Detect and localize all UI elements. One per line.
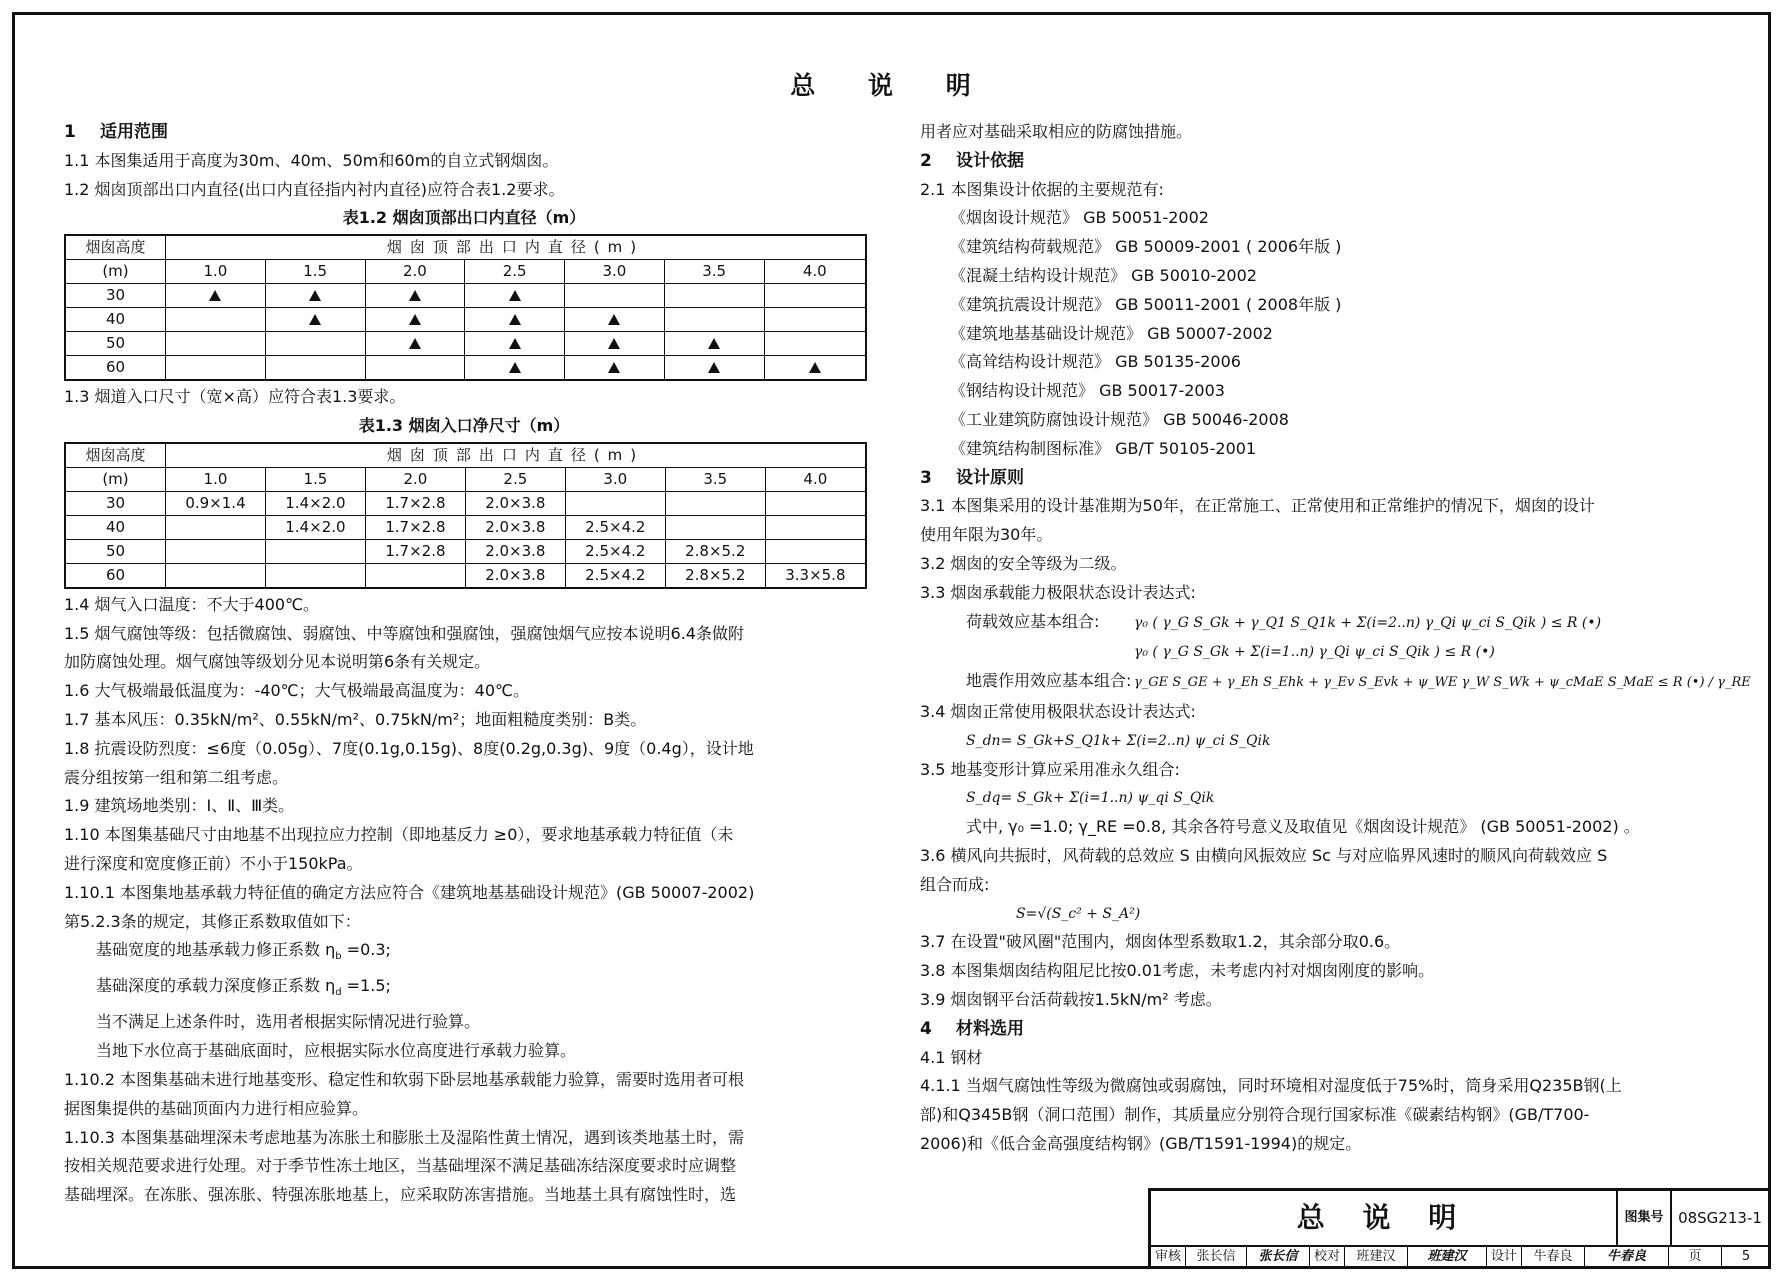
para-3-5: 3.5 地基变形计算应采用准永久组合: xyxy=(920,759,1180,779)
triangle-mark-icon xyxy=(608,314,620,325)
para-1-10-1c: 基础宽度的地基承载力修正系数 $\eta_b =0.3$; xyxy=(96,940,391,963)
para-3-1b: 使用年限为30年。 xyxy=(920,525,1053,545)
table-1-2-caption: 表1.2 烟囱顶部出口内直径（m） xyxy=(342,208,586,228)
table-cell xyxy=(764,308,866,332)
table-row xyxy=(65,491,866,515)
table-cell: 2.0×3.8 xyxy=(465,515,565,539)
triangle-mark-icon xyxy=(409,290,421,301)
row-height-cell: 40 xyxy=(65,308,166,332)
code-item: 《混凝土结构设计规范》 GB 50010-2002 xyxy=(950,265,1257,285)
para-1-2: 1.2 烟囱顶部出口内直径(出口内直径指内衬内直径)应符合表1.2要求。 xyxy=(64,179,565,199)
table-cell xyxy=(764,284,866,308)
table-1-3 xyxy=(64,442,867,589)
table-cell xyxy=(265,284,365,308)
para-1-5b: 加防腐蚀处理。烟气腐蚀等级划分见本说明第6条有关规定。 xyxy=(64,652,491,672)
table-cell xyxy=(565,356,665,381)
formula-basic-row2 xyxy=(920,637,1720,667)
formula-6: S=√(S_c² + S_A²) xyxy=(1016,905,1141,922)
table-header-unit: (m) xyxy=(65,260,166,284)
table-cell xyxy=(265,563,365,588)
formula-seismic-row xyxy=(920,667,1751,698)
table-cell xyxy=(166,515,266,539)
row-height-cell: 40 xyxy=(65,515,166,539)
para-3-4: 3.4 烟囱正常使用极限状态设计表达式: xyxy=(920,701,1196,721)
page-title: 总 说 明 xyxy=(790,71,993,100)
section-1-heading: 1 适用范围 xyxy=(64,122,168,142)
row-height-cell: 60 xyxy=(65,356,166,381)
table-cell: 2.5×4.2 xyxy=(565,515,665,539)
table-header-span: 烟囱顶部出口内直径(m) xyxy=(166,235,867,260)
table-cell: 2.8×5.2 xyxy=(665,539,765,563)
design-name: 牛春良 xyxy=(1522,1245,1585,1268)
table-cell xyxy=(365,284,465,308)
page-label: 页 xyxy=(1669,1245,1722,1268)
formula-2: γ₀ ( γ_G S_Gk + Σ(i=1..n) γ_Qi ψ_ci S_Qik ) ≤ R (•) xyxy=(1134,644,1495,661)
left-column xyxy=(64,118,874,1210)
row-height-cell: 60 xyxy=(65,563,166,588)
table-cell xyxy=(665,491,765,515)
para-1-10-3a: 1.10.3 本图集基础埋深未考虑地基为冻胀土和膨胀土及湿陷性黄土情况，遇到该类地基土时，需 xyxy=(64,1127,744,1147)
triangle-mark-icon xyxy=(409,314,421,325)
row-height-cell: 50 xyxy=(65,332,166,356)
table-cell xyxy=(765,515,866,539)
table-cell: 2.0×3.8 xyxy=(465,563,565,588)
code-item: 《建筑地基基础设计规范》 GB 50007-2002 xyxy=(950,323,1273,343)
table-col-header: 3.5 xyxy=(665,467,765,491)
code-list xyxy=(920,204,1720,463)
code-item: 《烟囱设计规范》 GB 50051-2002 xyxy=(950,208,1209,228)
table-cell xyxy=(665,515,765,539)
table-header-height: 烟囱高度 xyxy=(65,443,166,468)
table-cell xyxy=(166,539,266,563)
para-1-10a: 1.10 本图集基础尺寸由地基不出现拉应力控制（即地基反力 ≥0），要求地基承载力特征值（未 xyxy=(64,825,734,845)
table-cell xyxy=(764,332,866,356)
table-col-header: 3.0 xyxy=(565,260,665,284)
table-row xyxy=(65,563,866,588)
para-1-10-3c: 基础埋深。在冻胀、强冻胀、特强冻胀地基上，应采取防冻害措施。当地基土具有腐蚀性时，选 xyxy=(64,1185,737,1205)
code-item: 《工业建筑防腐蚀设计规范》 GB 50046-2008 xyxy=(950,409,1289,429)
para-1-10-1f: 当地下水位高于基础底面时，应根据实际水位高度进行承载力验算。 xyxy=(96,1041,577,1061)
formula-basic-row1 xyxy=(920,608,1720,638)
table-col-header: 1.0 xyxy=(166,260,266,284)
table-header-span: 烟囱顶部出口内直径(m) xyxy=(166,443,867,468)
review-signature: 张长信 xyxy=(1247,1245,1310,1268)
para-1-10b: 进行深度和宽度修正前）不小于150kPa。 xyxy=(64,853,363,873)
para-2-1: 2.1 本图集设计依据的主要规范有: xyxy=(920,179,1164,199)
para-4-1: 4.1 钢材 xyxy=(920,1047,983,1067)
para-1-10-2a: 1.10.2 本图集基础未进行地基变形、稳定性和软弱下卧层地基承载能力验算，需要时选用者可根 xyxy=(64,1069,744,1089)
table-cell xyxy=(565,491,665,515)
triangle-mark-icon xyxy=(409,338,421,349)
table-cell xyxy=(664,332,764,356)
table-row xyxy=(65,356,866,381)
table-cell xyxy=(465,356,565,381)
para-4-1-1c: 2006)和《低合金高强度结构钢》(GB/T1591-1994)的规定。 xyxy=(920,1133,1362,1153)
para-1-6: 1.6 大气极端最低温度为：-40℃；大气极端最高温度为：40℃。 xyxy=(64,681,529,701)
design-label: 设计 xyxy=(1487,1245,1522,1268)
para-1-8b: 震分组按第一组和第二组考虑。 xyxy=(64,767,289,787)
table-cell xyxy=(265,356,365,381)
para-4-1-1a: 4.1.1 当烟气腐蚀性等级为微腐蚀或弱腐蚀，同时环境相对湿度低于75%时，筒身采用Q235B钢(上 xyxy=(920,1076,1622,1096)
table-cell: 3.3×5.8 xyxy=(765,563,866,588)
triangle-mark-icon xyxy=(209,290,221,301)
triangle-mark-icon xyxy=(509,338,521,349)
title-block xyxy=(1148,1188,1770,1268)
table-col-header: 1.5 xyxy=(265,467,365,491)
table-row xyxy=(65,284,866,308)
table-cell xyxy=(465,284,565,308)
table-cell xyxy=(166,332,266,356)
table-cell xyxy=(465,308,565,332)
row-height-cell: 30 xyxy=(65,491,166,515)
review-label: 审核 xyxy=(1151,1245,1186,1268)
table-col-header: 3.5 xyxy=(664,260,764,284)
para-continued: 用者应对基础采取相应的防腐蚀措施。 xyxy=(920,122,1193,141)
para-3-1a: 3.1 本图集采用的设计基准期为50年，在正常施工、正常使用和正常维护的情况下，烟囱的设计 xyxy=(920,496,1595,516)
page-number: 5 xyxy=(1741,1249,1751,1264)
table-cell xyxy=(565,332,665,356)
triangle-mark-icon xyxy=(509,290,521,301)
table-cell: 2.0×3.8 xyxy=(465,491,565,515)
table-cell: 1.7×2.8 xyxy=(365,515,465,539)
formula-4: S_dn= S_Gk+S_Q1k+ Σ(i=2..n) ψ_ci S_Qik xyxy=(966,732,1271,749)
table-cell: 2.8×5.2 xyxy=(665,563,765,588)
para-1-1: 1.1 本图集适用于高度为30m、40m、50m和60m的自立式钢烟囱。 xyxy=(64,150,559,170)
triangle-mark-icon xyxy=(509,314,521,325)
table-cell: 2.5×4.2 xyxy=(565,563,665,588)
para-1-4: 1.4 烟气入口温度：不大于400℃。 xyxy=(64,594,320,614)
table-cell: 1.4×2.0 xyxy=(265,491,365,515)
right-column xyxy=(920,118,1751,1159)
table-col-header: 4.0 xyxy=(765,467,866,491)
section-4-heading: 4 材料选用 xyxy=(920,1018,1024,1039)
triangle-mark-icon xyxy=(309,314,321,325)
table-cell: 1.7×2.8 xyxy=(365,539,465,563)
atlas-number: 08SG213-1 xyxy=(1678,1209,1762,1227)
para-3-9: 3.9 烟囱钢平台活荷载按1.5kN/m² 考虑。 xyxy=(920,989,1222,1009)
para-1-8a: 1.8 抗震设防烈度：≤6度（0.05g）、7度(0.1g,0.15g)、8度(0.2g,0.3g)、9度（0.4g），设计地 xyxy=(64,738,754,758)
para-1-10-1e: 当不满足上述条件时，选用者根据实际情况进行验算。 xyxy=(96,1012,481,1032)
para-3-3: 3.3 烟囱承载能力极限状态设计表达式: xyxy=(920,582,1196,602)
para-3-6b: 组合而成: xyxy=(920,874,990,894)
triangle-mark-icon xyxy=(608,362,620,373)
check-signature: 班建汉 xyxy=(1408,1245,1487,1268)
table-row xyxy=(65,332,866,356)
triangle-mark-icon xyxy=(608,338,620,349)
para-1-5a: 1.5 烟气腐蚀等级：包括微腐蚀、弱腐蚀、中等腐蚀和强腐蚀，强腐蚀烟气应按本说明6.4条做附 xyxy=(64,623,744,643)
check-name: 班建汉 xyxy=(1345,1245,1408,1268)
para-3-7: 3.7 在设置"破风圈"范围内，烟囱体型系数取1.2，其余部分取0.6。 xyxy=(920,932,1401,952)
triangle-mark-icon xyxy=(309,290,321,301)
table-cell xyxy=(265,308,365,332)
table-cell: 0.9×1.4 xyxy=(166,491,266,515)
triangle-mark-icon xyxy=(809,362,821,373)
para-1-10-1a: 1.10.1 本图集地基承载力特征值的确定方法应符合《建筑地基基础设计规范》(GB 50007-2002) xyxy=(64,882,755,902)
table-cell: 1.7×2.8 xyxy=(365,491,465,515)
triangle-mark-icon xyxy=(708,362,720,373)
para-1-10-1b: 第5.2.3条的规定，其修正系数取值如下： xyxy=(64,911,361,931)
table-cell: 1.4×2.0 xyxy=(265,515,365,539)
review-name: 张长信 xyxy=(1186,1245,1247,1268)
code-item: 《建筑结构制图标准》 GB/T 50105-2001 xyxy=(950,438,1257,458)
table-row xyxy=(65,539,866,563)
table-cell xyxy=(166,284,266,308)
para-4-1-1b: 部)和Q345B钢（洞口范围）制作，其质量应分别符合现行国家标准《碳素结构钢》(GB/T700- xyxy=(920,1105,1590,1125)
table-cell xyxy=(664,308,764,332)
table-col-header: 1.5 xyxy=(265,260,365,284)
table-col-header: 2.5 xyxy=(465,467,565,491)
table-cell xyxy=(365,332,465,356)
design-signature: 牛春良 xyxy=(1585,1245,1669,1268)
table-cell xyxy=(664,356,764,381)
check-label: 校对 xyxy=(1310,1245,1345,1268)
title-block-sign-row xyxy=(1151,1245,1770,1268)
code-item: 《建筑抗震设计规范》 GB 50011-2001 ( 2008年版 ) xyxy=(950,294,1342,314)
para-1-10-1d: 基础深度的承载力深度修正系数 $\eta_d =1.5$; xyxy=(96,976,391,999)
table-col-header: 2.5 xyxy=(465,260,565,284)
table-cell xyxy=(365,356,465,381)
section-3-heading: 3 设计原则 xyxy=(920,467,1024,488)
table-cell xyxy=(765,539,866,563)
para-3-5-note: 式中, γ₀ =1.0; γ_RE =0.8, 其余各符号意义及取值见《烟囱设计规范》 (GB 50051-2002) 。 xyxy=(966,817,1640,837)
table-col-header: 1.0 xyxy=(166,467,266,491)
title-block-top-row xyxy=(1151,1191,1770,1247)
para-3-8: 3.8 本图集烟囱结构阻尼比按0.01考虑，未考虑内衬对烟囱刚度的影响。 xyxy=(920,961,1435,981)
table-cell xyxy=(166,563,266,588)
table-1-2 xyxy=(64,234,867,381)
para-1-10-2b: 据图集提供的基础顶面内力进行相应验算。 xyxy=(64,1098,369,1118)
formula-3: γ_GE S_GE + γ_Eh S_Ehk + γ_Ev S_Evk + ψ_WE γ_W S_Wk + ψ_cMaE S_MaE ≤ R (•) / γ_RE xyxy=(1134,675,1751,691)
table-header-unit: (m) xyxy=(65,467,166,491)
table-cell xyxy=(764,356,866,381)
formula-5: S_dq= S_Gk+ Σ(i=1..n) ψ_qi S_Qik xyxy=(966,790,1215,807)
table-cell: 2.5×4.2 xyxy=(565,539,665,563)
triangle-mark-icon xyxy=(708,338,720,349)
seismic-combo-label: 地震作用效应基本组合: xyxy=(966,671,1132,691)
code-item: 《高耸结构设计规范》 GB 50135-2006 xyxy=(950,352,1241,372)
table-col-header: 2.0 xyxy=(365,260,465,284)
table-row xyxy=(65,515,866,539)
table-cell xyxy=(465,332,565,356)
triangle-mark-icon xyxy=(509,362,521,373)
table-cell xyxy=(166,308,266,332)
para-1-7: 1.7 基本风压：0.35kN/m²、0.55kN/m²、0.75kN/m²；地面粗糙度类别：B类。 xyxy=(64,709,647,729)
section-2-heading: 2 设计依据 xyxy=(920,150,1024,171)
table-cell xyxy=(565,308,665,332)
row-height-cell: 50 xyxy=(65,539,166,563)
table-header-height: 烟囱高度 xyxy=(65,235,166,260)
table-col-header: 3.0 xyxy=(565,467,665,491)
table-cell xyxy=(664,284,764,308)
code-item: 《钢结构设计规范》 GB 50017-2003 xyxy=(950,381,1225,401)
para-3-6a: 3.6 横风向共振时，风荷载的总效应 S 由横向风振效应 Sc 与对应临界风速时的顺风向荷载效应 S xyxy=(920,845,1608,865)
table-cell: 2.0×3.8 xyxy=(465,539,565,563)
table-cell xyxy=(565,284,665,308)
table-row xyxy=(65,308,866,332)
atlas-number-label: 图集号 xyxy=(1616,1191,1672,1245)
para-1-10-3b: 按相关规范要求进行处理。对于季节性冻土地区，当基础埋深不满足基础冻结深度要求时应调整 xyxy=(64,1156,737,1176)
table-cell xyxy=(265,539,365,563)
table-cell xyxy=(765,491,866,515)
table-col-header: 2.0 xyxy=(365,467,465,491)
table-1-3-caption: 表1.3 烟囱入口净尺寸（m） xyxy=(358,415,570,435)
table-cell xyxy=(166,356,266,381)
row-height-cell: 30 xyxy=(65,284,166,308)
title-block-title: 总 说 明 xyxy=(1296,1201,1471,1234)
basic-combo-label: 荷载效应基本组合: xyxy=(966,611,1100,631)
para-3-2: 3.2 烟囱的安全等级为二级。 xyxy=(920,553,1127,573)
table-cell xyxy=(265,332,365,356)
table-cell xyxy=(365,563,465,588)
table-col-header: 4.0 xyxy=(764,260,866,284)
formula-1: γ₀ ( γ_G S_Gk + γ_Q1 S_Q1k + Σ(i=2..n) γ_Qi ψ_ci S_Qik ) ≤ R (•) xyxy=(1134,614,1602,631)
code-item: 《建筑结构荷载规范》 GB 50009-2001 ( 2006年版 ) xyxy=(950,237,1342,257)
para-1-3: 1.3 烟道入口尺寸（宽×高）应符合表1.3要求。 xyxy=(64,387,406,407)
para-1-9: 1.9 建筑场地类别：Ⅰ、Ⅱ、Ⅲ类。 xyxy=(64,796,295,816)
table-cell xyxy=(365,308,465,332)
